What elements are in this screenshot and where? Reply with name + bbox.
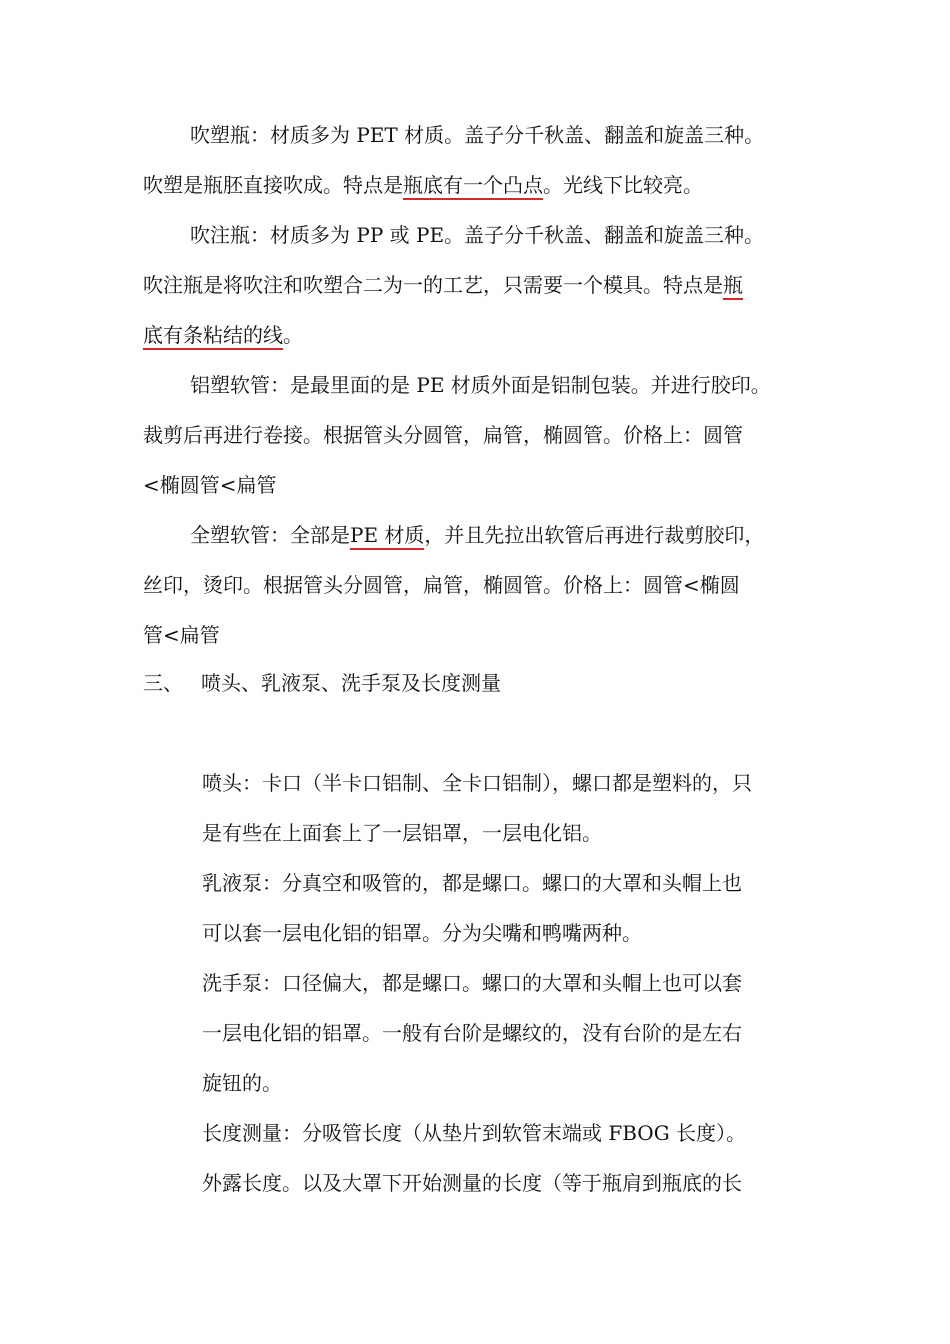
red-underlined-text: 瓶 bbox=[723, 273, 743, 300]
text-line: 外露长度。以及大罩下开始测量的长度（等于瓶肩到瓶底的长 bbox=[202, 1171, 742, 1195]
red-underlined-text: 瓶底有一个凸点 bbox=[403, 173, 543, 200]
text-line: 吹塑瓶：材质多为 PET 材质。盖子分千秋盖、翻盖和旋盖三种。 bbox=[190, 123, 765, 147]
text-line: 可以套一层电化铝的铝罩。分为尖嘴和鸭嘴两种。 bbox=[202, 921, 642, 945]
text-line: 裁剪后再进行卷接。根据管头分圆管，扁管，椭圆管。价格上：圆管 bbox=[143, 423, 743, 447]
section-heading bbox=[143, 668, 501, 698]
text-line: 管<扁管 bbox=[143, 623, 220, 647]
text-line bbox=[143, 170, 703, 200]
text-run: ，并且先拉出软管后再进行裁剪胶印， bbox=[424, 523, 765, 547]
text-line: 铝塑软管：是最里面的是 PE 材质外面是铝制包装。并进行胶印。 bbox=[190, 373, 771, 397]
text-line: 丝印，烫印。根据管头分圆管，扁管，椭圆管。价格上：圆管<椭圆 bbox=[143, 573, 740, 597]
text-run: 吹塑是瓶胚直接吹成。特点是 bbox=[143, 173, 403, 197]
section-title: 喷头、乳液泵、洗手泵及长度测量 bbox=[201, 671, 501, 695]
text-line bbox=[190, 520, 764, 550]
text-line: 洗手泵：口径偏大，都是螺口。螺口的大罩和头帽上也可以套 bbox=[202, 971, 742, 995]
red-underlined-text: PE 材质 bbox=[350, 523, 424, 550]
text-line: 喷头：卡口（半卡口铝制、全卡口铝制），螺口都是塑料的，只 bbox=[202, 771, 752, 795]
text-run: 全塑软管：全部是 bbox=[190, 523, 350, 547]
red-underlined-text: 底有条粘结的线 bbox=[143, 323, 283, 350]
text-line: 旋钮的。 bbox=[202, 1071, 282, 1095]
text-run: 吹注瓶是将吹注和吹塑合二为一的工艺，只需要一个模具。特点是 bbox=[143, 273, 723, 297]
text-line bbox=[143, 320, 303, 350]
section-number: 三、 bbox=[143, 671, 183, 695]
text-line: <椭圆管<扁管 bbox=[143, 473, 277, 497]
text-line: 吹注瓶：材质多为 PP 或 PE。盖子分千秋盖、翻盖和旋盖三种。 bbox=[190, 223, 765, 247]
text-line: 乳液泵：分真空和吸管的，都是螺口。螺口的大罩和头帽上也 bbox=[202, 871, 742, 895]
text-line: 长度测量：分吸管长度（从垫片到软管末端或 FBOG 长度）。 bbox=[202, 1121, 747, 1145]
text-run: 。 bbox=[283, 323, 303, 347]
text-line: 一层电化铝的铝罩。一般有台阶是螺纹的，没有台阶的是左右 bbox=[202, 1021, 742, 1045]
text-line: 是有些在上面套上了一层铝罩，一层电化铝。 bbox=[202, 821, 602, 845]
text-line bbox=[143, 270, 743, 300]
text-run: 。光线下比较亮。 bbox=[543, 173, 703, 197]
